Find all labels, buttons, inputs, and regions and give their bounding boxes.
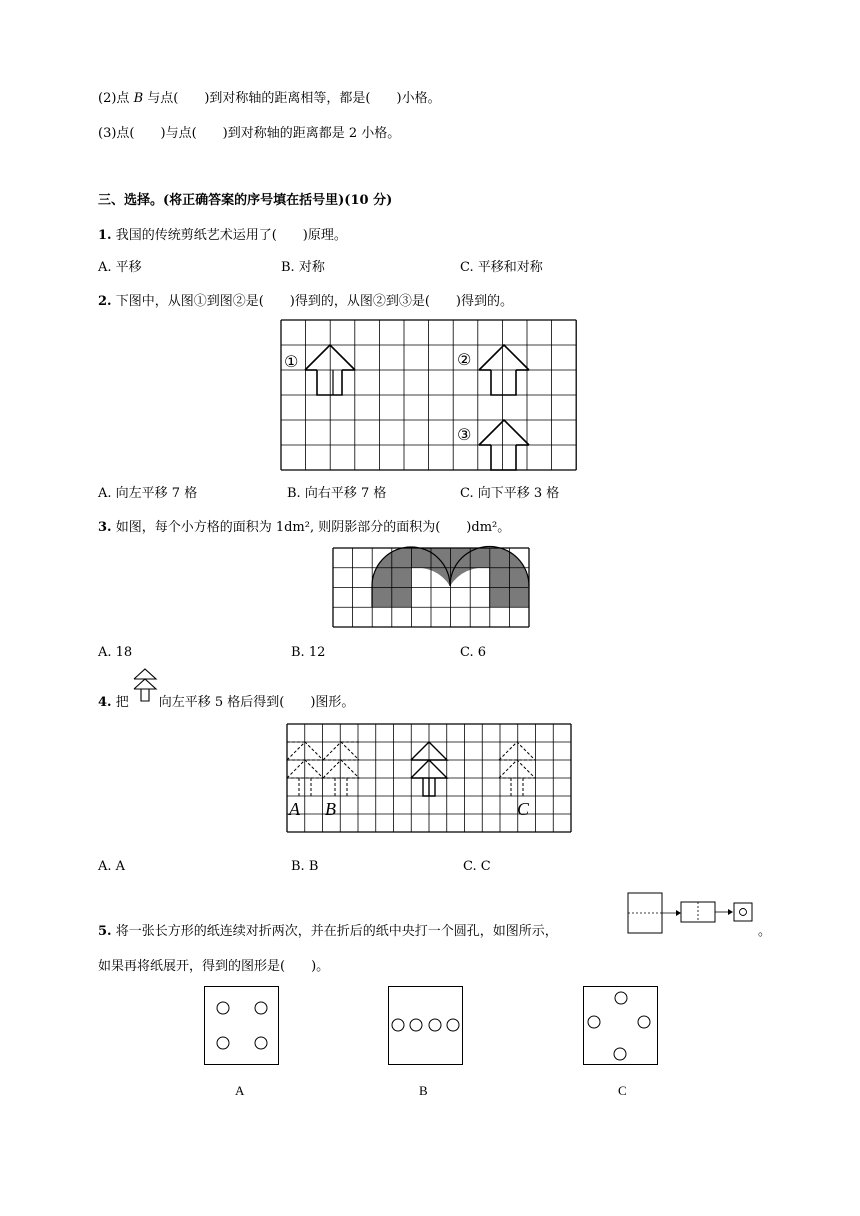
section-3-heading: 三、选择。(将正确答案的序号填在括号里)(10 分) [98, 193, 393, 208]
q2-option-c[interactable]: C. 向下平移 3 格 [460, 486, 560, 501]
q5-option-c-label: C [618, 1083, 627, 1098]
fig-label-a: A [289, 799, 300, 819]
q5-option-a-figure[interactable] [204, 986, 280, 1066]
question-text: 将一张长方形的纸连续对折两次，并在折后的纸中央打一个圆孔，如图所示， [111, 924, 558, 939]
question-2-2 [98, 90, 441, 108]
question-number: 5. [98, 924, 112, 939]
q2-2-prefix: (2)点 [98, 91, 134, 106]
question-text-post: 向左平移 5 格后得到( )图形。 [158, 695, 355, 710]
question-3 [98, 519, 510, 537]
q5-option-b-figure[interactable] [388, 986, 464, 1066]
q1-option-c[interactable]: C. 平移和对称 [460, 260, 543, 275]
q2-2-mid2: )到对称轴的距离相等，都是( [204, 91, 371, 106]
q4-option-c[interactable] [463, 858, 491, 876]
fig-label-b: B [325, 799, 336, 819]
question-number: 1. [98, 228, 112, 243]
option-text: B. B [291, 859, 319, 874]
question-2 [98, 293, 513, 311]
q2-3-mid: )与点( [160, 126, 197, 141]
point-b-label: B [133, 91, 144, 106]
q2-option-b[interactable]: B. 向右平移 7 格 [287, 486, 387, 501]
question-5 [98, 923, 558, 941]
q3-option-b[interactable]: B. 12 [291, 645, 326, 660]
q5-period: 。 [758, 924, 772, 939]
q4-option-b[interactable] [291, 858, 318, 876]
q5-option-c-figure[interactable] [583, 986, 659, 1066]
q2-3-prefix: (3)点( [98, 126, 135, 141]
figure-mark-3: ③ [457, 425, 472, 444]
q2-grid-figure [281, 320, 577, 472]
question-1 [98, 227, 347, 245]
q5-option-a-label: A [235, 1083, 245, 1098]
q5-option-b-label: B [419, 1083, 428, 1098]
q3-option-a[interactable]: A. 18 [98, 645, 133, 660]
question-text: 下图中，从图①到图②是( )得到的，从图②到③是( )得到的。 [111, 294, 513, 309]
question-text: 我国的传统剪纸艺术运用了( )原理。 [111, 228, 347, 243]
q4-option-a[interactable] [98, 858, 125, 876]
q1-option-b[interactable]: B. 对称 [281, 260, 325, 275]
question-2-3 [98, 125, 400, 143]
option-text: A. A [98, 859, 126, 874]
q2-2-end: )小格。 [396, 91, 441, 106]
figure-mark-2: ② [457, 350, 472, 369]
q3-option-c[interactable]: C. 6 [460, 645, 487, 660]
question-number: 4. [98, 695, 112, 710]
fig-label-c: C [517, 799, 530, 819]
figure-mark-1: ① [284, 352, 299, 371]
tree-shape-icon [132, 668, 158, 712]
dashed-shape-b [323, 742, 359, 796]
dashed-shape-c [499, 742, 535, 796]
q2-option-a[interactable]: A. 向左平移 7 格 [98, 486, 198, 501]
question-number: 2. [98, 294, 112, 309]
fold-process-diagram [627, 892, 757, 936]
q1-option-a[interactable]: A. 平移 [98, 260, 142, 275]
q2-2-mid: 与点( [143, 91, 179, 106]
question-text: 如图，每个小方格的面积为 1dm², 则阴影部分的面积为( )dm²。 [111, 520, 511, 535]
q2-3-end: )到对称轴的距离都是 2 小格。 [222, 126, 401, 141]
question-5-line2: 如果再将纸展开，得到的图形是( )。 [98, 959, 330, 974]
question-text-pre: 把 [111, 695, 129, 710]
q3-shaded-figure [333, 548, 529, 628]
option-text: C. C [463, 859, 491, 874]
q4-grid-figure [287, 724, 571, 832]
question-number: 3. [98, 520, 112, 535]
